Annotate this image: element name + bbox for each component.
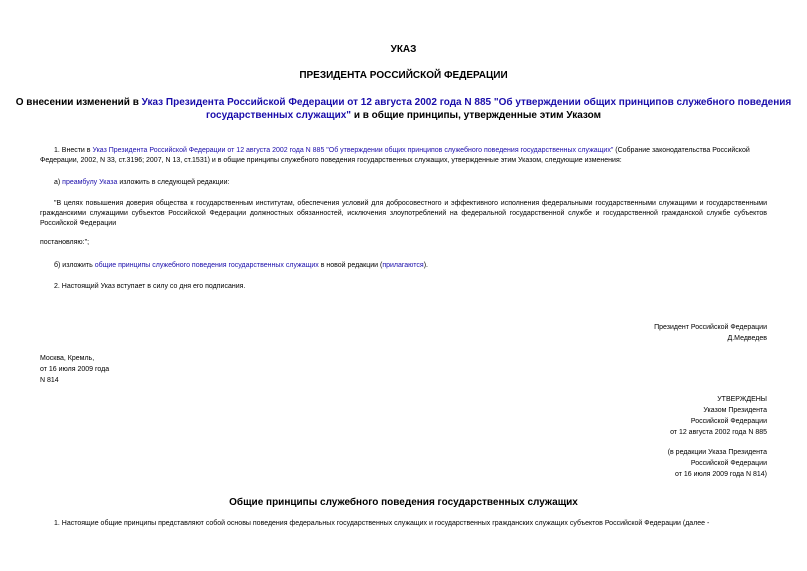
paragraph-2: 2. Настоящий Указ вступает в силу со дня его подписания.: [54, 283, 246, 290]
approved-l2: Указом Президента: [703, 407, 767, 414]
pb-middle: в новой редакции (: [318, 262, 383, 269]
revision-l3: от 16 июля 2009 года N 814): [674, 471, 767, 478]
document-title: УКАЗ: [390, 44, 417, 55]
paragraph-a: [54, 178, 229, 188]
document-subtitle: ПРЕЗИДЕНТА РОССИЙСКОЙ ФЕДЕРАЦИИ: [299, 70, 508, 81]
pa-prefix: а): [54, 179, 63, 186]
approved-l4: от 12 августа 2002 года N 885: [670, 429, 767, 436]
revision-l2: Российской Федерации: [690, 460, 767, 467]
p1-line2: Федерации, 2002, N 33, ст.3196; 2007, N 13, ст.1531) и в общие принципы служебного поведения государственных служащих, утвержденные этим Указом, следующие изменения:: [40, 157, 622, 164]
p1-link[interactable]: Указ Президента Российской Федерации от 12 августа 2002 года N 885 "Об утверждении общих принципов служебного поведения государственных служащих": [92, 147, 614, 154]
quote-paragraph: "В целях повышения доверия общества к государственным институтам, обеспечения условий для добросовестного и эффективного исполнения федеральными государственными служащими и государственными гражданскими служащими субъектов Российской Федерации должностных обязанностей, исключения злоупотреблений на федеральной государственной службе и государственной гражданской службе субъектов Российской Федерации: [40, 200, 767, 227]
approved-l1: УТВЕРЖДЕНЫ: [717, 396, 767, 403]
pb-link-attached[interactable]: прилагаются: [382, 262, 424, 269]
p1-prefix: 1. Внести в: [54, 147, 93, 154]
paragraph-1: [40, 146, 767, 166]
postanovlyayu: постановляю:";: [40, 239, 90, 246]
decree-number: N 814: [40, 377, 59, 384]
signature-position: Президент Российской Федерации: [654, 324, 767, 331]
pa-suffix: изложить в следующей редакции:: [117, 179, 230, 186]
principles-title: Общие принципы служебного поведения государственных служащих: [229, 497, 578, 508]
pb-link[interactable]: общие принципы служебного поведения государственных служащих: [94, 262, 319, 269]
about-suffix: и в общие принципы, утвержденные этим Указом: [351, 110, 601, 121]
approved-l3: Российской Федерации: [690, 418, 767, 425]
pb-suffix: ).: [423, 262, 428, 269]
pa-link[interactable]: преамбулу Указа: [62, 179, 118, 186]
about-link-continued[interactable]: государственных служащих": [206, 110, 352, 121]
p1-suffix: (Собрание законодательства Российской: [613, 147, 750, 154]
principles-p1: 1. Настоящие общие принципы представляют собой основы поведения федеральных государственных служащих и государственных гражданских служащих субъектов Российской Федерации (далее -: [54, 520, 710, 527]
revision-l1: (в редакции Указа Президента: [667, 449, 767, 456]
date: от 16 июля 2009 года: [40, 366, 110, 373]
paragraph-b: [54, 261, 428, 271]
signature-name: Д.Медведев: [727, 335, 767, 342]
about-link[interactable]: Указ Президента Российской Федерации от 12 августа 2002 года N 885 "Об утверждении общих принципов служебного поведения: [141, 97, 792, 108]
about-prefix: О внесении изменений в: [15, 97, 142, 108]
place: Москва, Кремль,: [40, 355, 95, 362]
pb-prefix: б) изложить: [54, 262, 95, 269]
document-about: [0, 96, 807, 122]
